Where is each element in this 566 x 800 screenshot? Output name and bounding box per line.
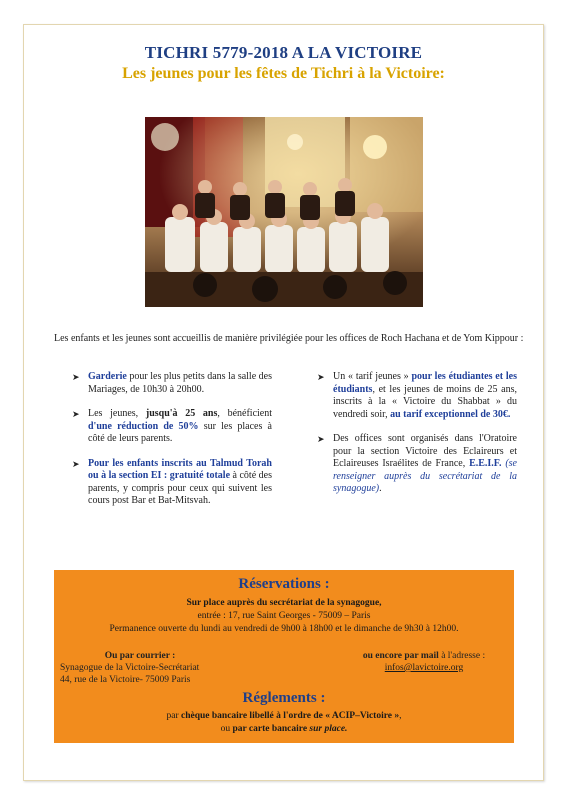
mail-address-link[interactable]: infos@lavictoire.org bbox=[384, 663, 464, 673]
talmud-torah-text: à côté des parents, y compris pour ceux qui suivent les cours post Bar et Bat-Mitsvah. bbox=[88, 470, 272, 506]
mail-heading-text: à l'adresse : bbox=[438, 651, 486, 661]
oratoire-text: Des offices sont organisés dans l'Oratoire pour la section Victoire des Eclaireurs et Eclaireuses Israélites de France, bbox=[333, 433, 517, 469]
reglements-cheque: chèque bancaire libellé à l'ordre de « ACIP–Victoire » bbox=[181, 711, 400, 721]
talmud-torah-label: Pour les enfants inscrits au Talmud Torah ou à la section EI : bbox=[88, 457, 272, 481]
flyer-page bbox=[23, 24, 544, 781]
intro-paragraph: Les enfants et les jeunes sont accueillis de manière privilégiée pour les offices de Roch Hachana et de Yom Kippour : bbox=[54, 333, 524, 344]
tarif-exceptionnel: au tarif exceptionnel de 30€. bbox=[390, 408, 511, 420]
jeunes-text-1: Les jeunes, bbox=[88, 408, 146, 419]
jeunes-reduction: d'une réduction de 50% bbox=[88, 420, 199, 432]
reservations-box bbox=[54, 570, 514, 743]
list-item-jeunes bbox=[72, 408, 272, 446]
oratoire-note: (se renseigner auprès du secrétariat de la synagogue) bbox=[333, 458, 517, 494]
reglements-line-2 bbox=[54, 724, 514, 734]
jeunes-age-limit: jusqu'à 25 ans bbox=[145, 408, 218, 419]
reglements-carte: par carte bancaire bbox=[232, 724, 308, 734]
garderie-text: pour les plus petits dans la salle des Mariages, de 10h30 à 20h00. bbox=[88, 371, 272, 395]
jeunes-text-3: sur les places à côté de leurs parents. bbox=[88, 420, 272, 444]
list-item-oratoire bbox=[317, 433, 517, 496]
courier-block bbox=[60, 650, 260, 686]
reglements-r2-text: ou bbox=[220, 724, 233, 734]
reglements-title: Réglements : bbox=[242, 690, 326, 706]
courier-heading: Ou par courrier : bbox=[104, 651, 176, 661]
arrowhead-bullet-icon: ➤ bbox=[72, 409, 80, 419]
courier-address-line-2: 44, rue de la Victoire- 75009 Paris bbox=[60, 675, 191, 685]
reglements-r1-text: par bbox=[166, 711, 181, 721]
tarif-text-2: , et les jeunes de moins de 25 ans, inscrits à la « Victoire du Shabbat » du vendredi soir, bbox=[333, 383, 517, 420]
reservations-line-2: entrée : 17, rue Saint Georges - 75009 – Paris bbox=[197, 611, 371, 621]
reservations-line-3: Permanence ouverte du lundi au vendredi de 9h00 à 18h00 et le dimanche de 9h30 à 12h00. bbox=[109, 624, 459, 634]
gratuite-label: gratuité totale bbox=[167, 470, 231, 481]
arrowhead-bullet-icon: ➤ bbox=[317, 372, 325, 382]
arrowhead-bullet-icon: ➤ bbox=[72, 372, 80, 382]
left-column bbox=[72, 371, 272, 520]
reservations-title: Réservations : bbox=[238, 576, 330, 592]
page-title: TICHRI 5779-2018 A LA VICTOIRE bbox=[144, 43, 423, 62]
right-column bbox=[317, 371, 517, 508]
mail-block bbox=[344, 650, 504, 674]
list-item-tarif-jeunes bbox=[317, 371, 517, 421]
synagogue-choir-photo bbox=[145, 117, 423, 307]
tarif-text-1: Un « tarif jeunes » bbox=[333, 371, 412, 382]
arrowhead-bullet-icon: ➤ bbox=[317, 434, 325, 444]
mail-heading: ou encore par mail bbox=[362, 651, 439, 661]
list-item-garderie bbox=[72, 371, 272, 396]
garderie-label: Garderie bbox=[88, 371, 127, 382]
courier-address-line-1: Synagogue de la Victoire-Secrétariat bbox=[60, 663, 200, 673]
eeif-label: E.E.I.F. bbox=[469, 458, 502, 469]
jeunes-text-2: , bénéficient bbox=[217, 408, 272, 419]
reglements-sur-place: sur place. bbox=[307, 724, 348, 734]
choir-photo-illustration bbox=[145, 117, 423, 307]
reglements-line-1 bbox=[54, 711, 514, 721]
reservations-line-1: Sur place auprès du secrétariat de la synagogue, bbox=[186, 598, 382, 608]
reglements-r1-end: , bbox=[399, 711, 402, 721]
page-subtitle: Les jeunes pour les fêtes de Tichri à la Victoire: bbox=[122, 65, 445, 82]
tarif-etudiants: pour les étudiantes et les étudiants bbox=[333, 371, 517, 395]
oratoire-period: . bbox=[379, 483, 382, 494]
arrowhead-bullet-icon: ➤ bbox=[72, 458, 80, 469]
list-item-talmud-torah bbox=[72, 458, 272, 508]
